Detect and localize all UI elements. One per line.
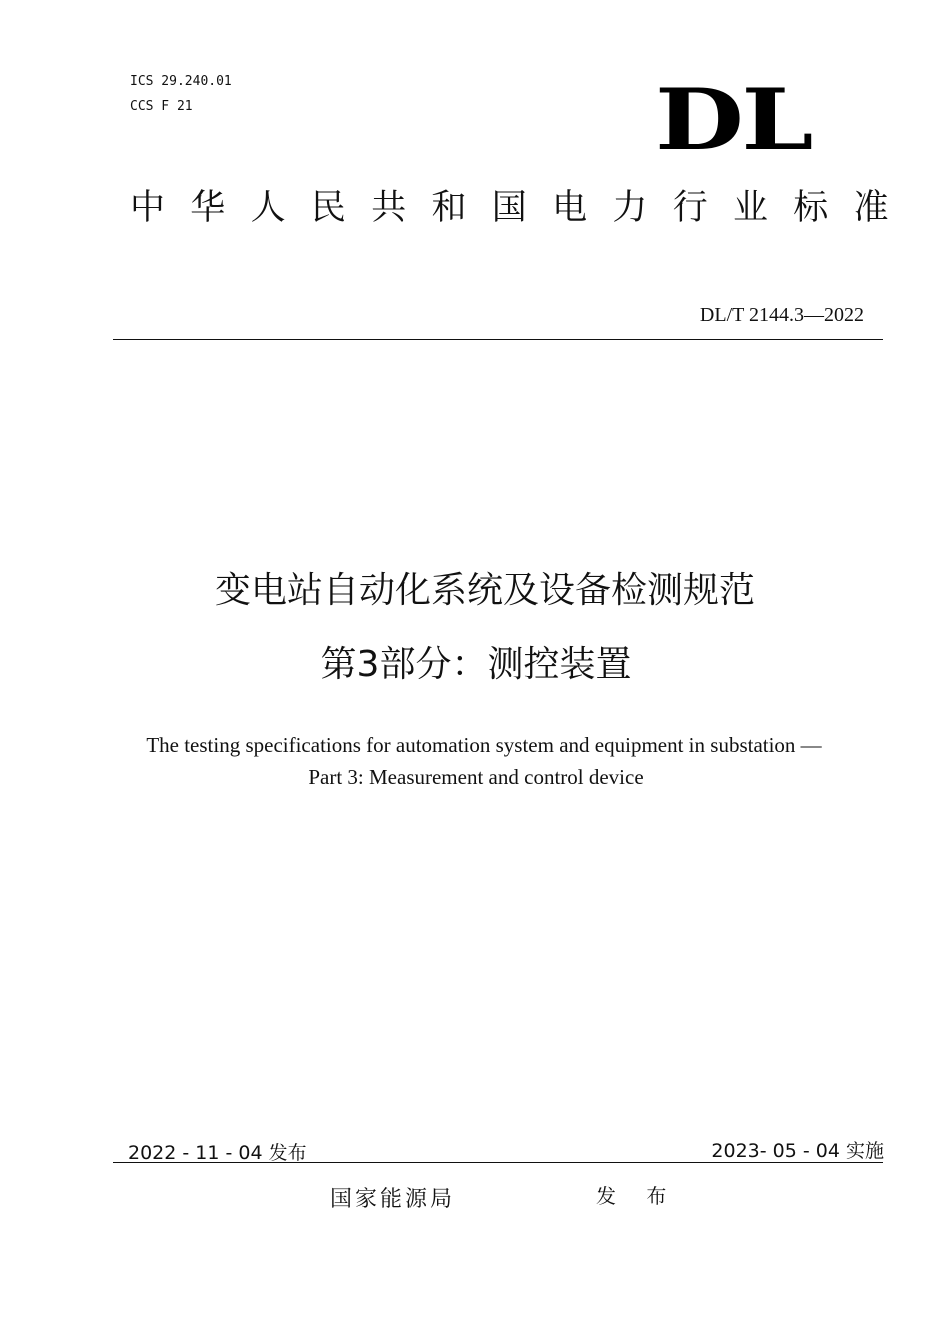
header-divider [113,339,883,340]
english-title-line-2: Part 3: Measurement and control device [308,765,644,789]
organization-title: 中华人民共和国电力行业标准 [130,188,914,228]
ccs-code: CCS F 21 [130,99,193,114]
document-title: 变电站自动化系统及设备检测规范 [214,570,755,611]
footer-divider [113,1162,883,1163]
document-part-title: 第3部分：测控装置 [320,644,632,685]
english-title-line-1: The testing specifications for automation system and equipment in substation — [146,733,822,757]
issue-label: 发 布 [596,1184,679,1208]
implementation-date: 2023- 05 - 04 实施 [711,1140,884,1162]
issue-date: 2022 - 11 - 04 发布 [128,1142,307,1164]
dl-logo: DL [655,70,812,169]
issuing-authority: 国家能源局 [330,1187,456,1212]
ics-code: ICS 29.240.01 [130,74,232,89]
standard-number: DL/T 2144.3—2022 [699,304,864,326]
